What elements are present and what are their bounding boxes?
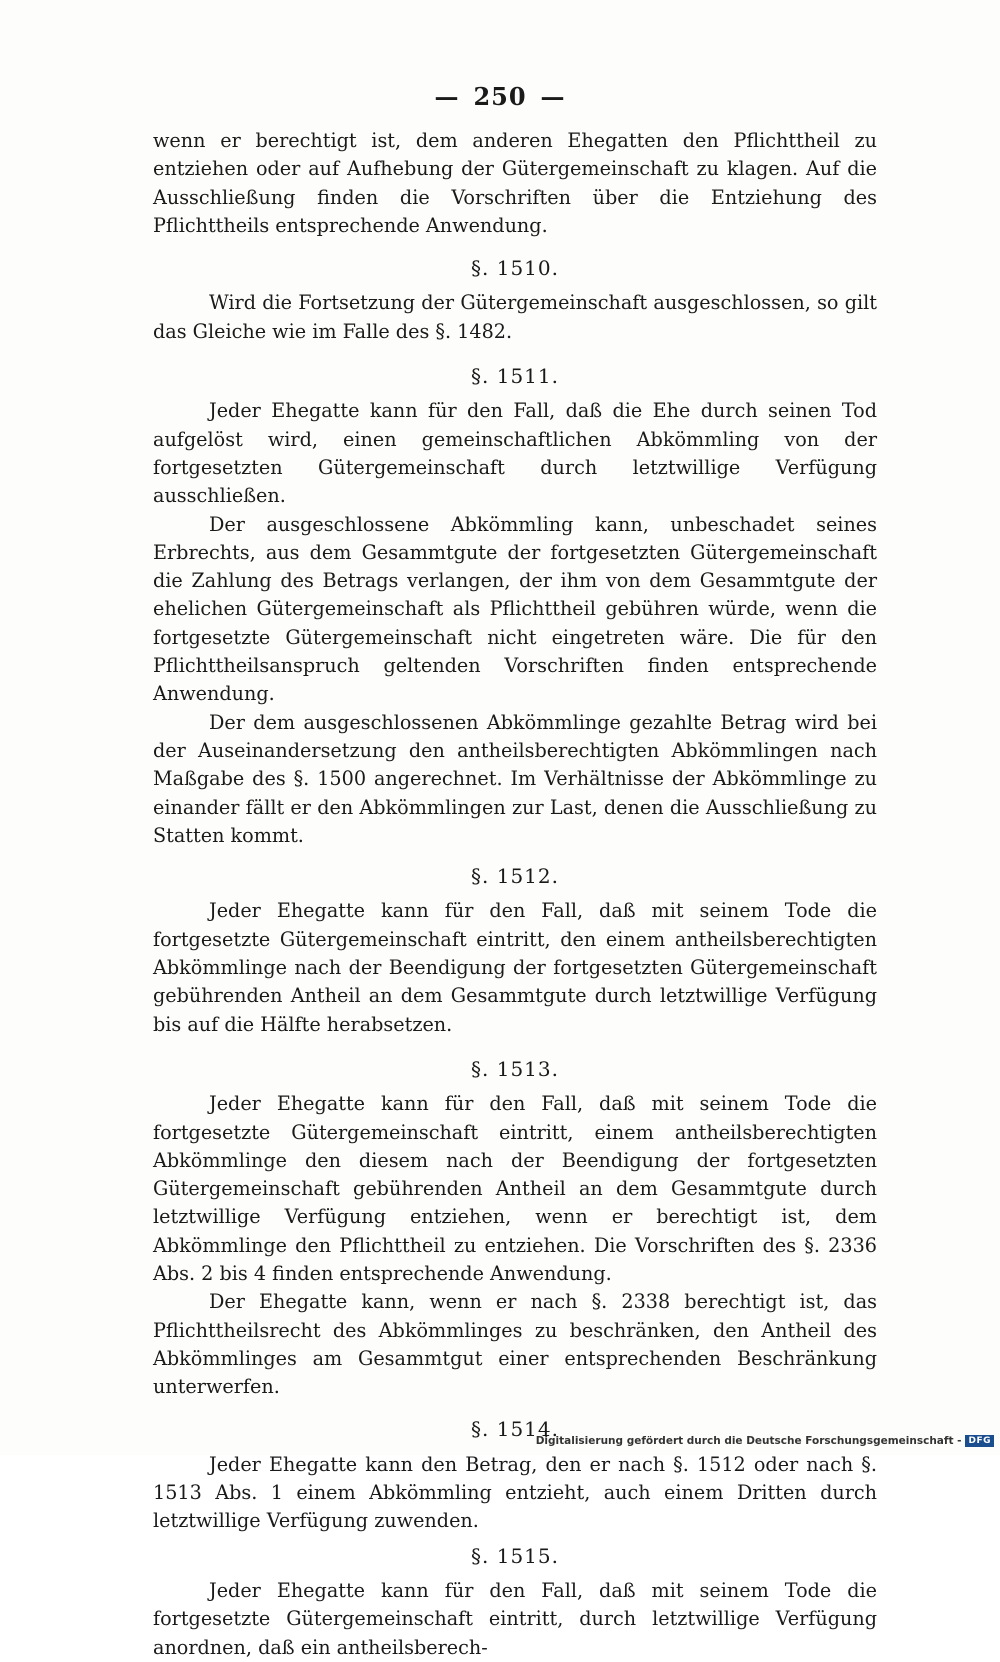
header-dash-left: — <box>434 82 460 111</box>
section-1510-paragraph-1: Wird die Fortsetzung der Gütergemeinschaft ausgeschlossen, so gilt das Gleiche wie im Falle des §. 1482. <box>153 291 877 343</box>
page-number: 250 <box>473 82 527 111</box>
intro-paragraph: wenn er berechtigt ist, dem anderen Ehegatten den Pflichttheil zu entziehen oder auf Aufhebung der Gütergemeinschaft zu klagen. Auf die Ausschließung finden die Vorschriften über die Entziehung des Pflichttheils entsprechende Anwendung. <box>153 129 877 237</box>
section-title-1515: §. 1515. <box>471 1543 559 1568</box>
dfg-logo: DFG <box>965 1435 994 1447</box>
digitization-footer <box>536 1431 994 1451</box>
section-1515-paragraph-1: Jeder Ehegatte kann für den Fall, daß mit seinem Tode die fortgesetzte Gütergemeinschaft eintritt, durch letztwillige Verfügung anordnen, daß ein antheilsberech- <box>153 1578 877 1659</box>
section-1511-paragraph-2: Der ausgeschlossene Abkömmling kann, unbeschadet seines Erbrechts, aus dem Gesammtgute der fortgesetzten Gütergemeinschaft die Zahlung des Betrags verlangen, der ihm von dem Gesammtgute der ehelichen Gütergemeinschaft als Pflichttheil gebühren würde, wenn die fortgesetzte Gütergemeinschaft nicht eingetreten wäre. Die für den Pflichttheilsanspruch geltenden Vorschriften finden entsprechende Anwendung. <box>153 512 877 706</box>
section-title-1510: §. 1510. <box>471 256 559 281</box>
page-header <box>0 82 1000 111</box>
section-1514-paragraph-1: Jeder Ehegatte kann den Betrag, den er nach §. 1512 oder nach §. 1513 Abs. 1 einem Abkömmling entzieht, auch einem Dritten durch letztwillige Verfügung zuwenden. <box>153 1452 877 1533</box>
section-1513-paragraph-1: Jeder Ehegatte kann für den Fall, daß mit seinem Tode die fortgesetzte Gütergemeinschaft eintritt, einem antheilsberechtigten Abkömmlinge den diesem nach der Beendigung der fortgesetzten Gütergemeinschaft gebührenden Antheil an dem Gesammtgute durch letztwillige Verfügung entziehen, wenn er berechtigt ist, dem Abkömmlinge den Pflichttheil zu entziehen. Die Vorschriften des §. 2336 Abs. 2 bis 4 finden entsprechende Anwendung. <box>153 1092 877 1285</box>
section-title-1513: §. 1513. <box>471 1056 559 1081</box>
section-1513-paragraph-2: Der Ehegatte kann, wenn er nach §. 2338 berechtigt ist, das Pflichttheilsrecht des Abkömmlinges zu beschränken, den Antheil des Abkömmlinges am Gesammtgut einer entsprechenden Beschränkung unterwerfen. <box>153 1290 877 1399</box>
section-1511-paragraph-1: Jeder Ehegatte kann für den Fall, daß die Ehe durch seinen Tod aufgelöst wird, einen gemeinschaftlichen Abkömmling von der fortgesetzten Gütergemeinschaft durch letztwillige Verfügung ausschließen. <box>153 399 877 508</box>
footer-credit-text: Digitalisierung gefördert durch die Deutsche Forschungsgemeinschaft - <box>535 1435 962 1447</box>
section-1512-paragraph-1: Jeder Ehegatte kann für den Fall, daß mit seinem Tode die fortgesetzte Gütergemeinschaft eintritt, den einem antheilsberechtigten Abkömmlinge nach der Beendigung der fortgesetzten Gütergemeinschaft gebührenden Antheil an dem Gesammtgute durch letztwillige Verfügung bis auf die Hälfte herabsetzen. <box>153 899 877 1036</box>
section-title-1512: §. 1512. <box>471 864 559 889</box>
header-dash-right: — <box>540 82 566 111</box>
section-1511-paragraph-3: Der dem ausgeschlossenen Abkömmlinge gezahlte Betrag wird bei der Auseinandersetzung den antheilsberechtigten Abkömmlingen nach Maßgabe des §. 1500 angerechnet. Im Verhältnisse der Abkömmlinge zu einander fällt er den Abkömmlingen zur Last, denen die Ausschließung zu Statten kommt. <box>153 710 877 847</box>
section-title-1511: §. 1511. <box>471 364 559 389</box>
section-title-1514: §. 1514. <box>471 1417 559 1442</box>
